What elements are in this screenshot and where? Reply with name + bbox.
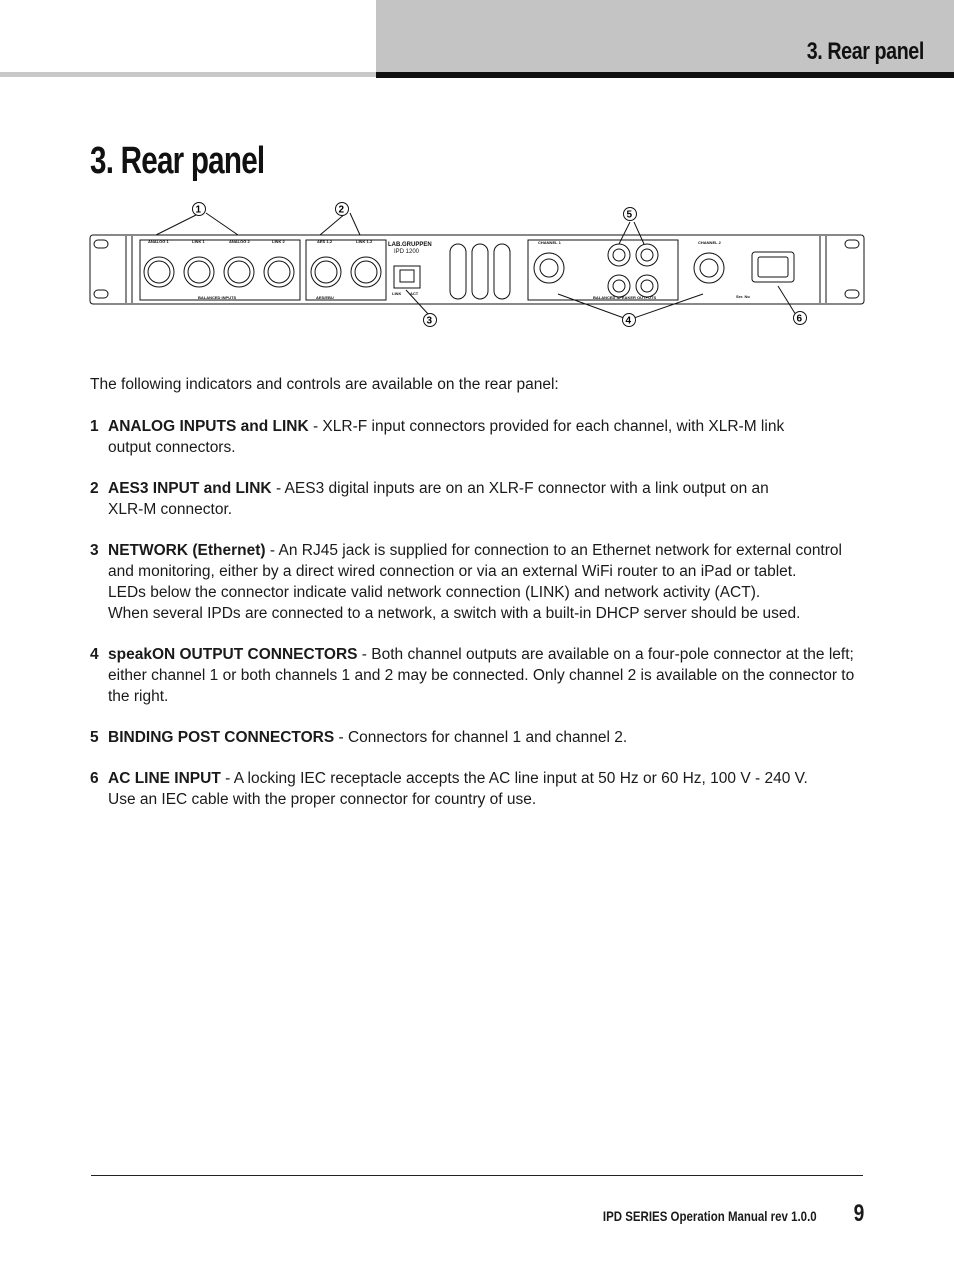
intro-paragraph: The following indicators and controls are available on the rear panel: bbox=[90, 376, 559, 393]
item-term: speakON OUTPUT CONNECTORS bbox=[108, 646, 358, 663]
binding-post bbox=[636, 275, 658, 297]
header-tab-rule bbox=[376, 72, 954, 78]
callout-5: 5 bbox=[626, 209, 633, 221]
panel-label-balanced-inputs: BALANCED INPUTS bbox=[198, 295, 237, 300]
list-item bbox=[90, 644, 860, 707]
page-number: 9 bbox=[853, 1200, 864, 1227]
item-number: 5 bbox=[90, 729, 99, 746]
header-left-rule bbox=[0, 72, 376, 77]
panel-label-balanced-outputs: BALANCED SPEAKER OUTPUTS bbox=[593, 295, 657, 300]
binding-post bbox=[636, 244, 658, 266]
speaker-output-section bbox=[528, 240, 678, 300]
item-text: XLR-M connector. bbox=[108, 501, 233, 518]
item-text: - AES3 digital inputs are on an XLR-F connector with a link output on an bbox=[271, 480, 769, 497]
panel-label-channel2: CHANNEL 2 bbox=[698, 240, 721, 245]
item-term: NETWORK (Ethernet) bbox=[108, 542, 266, 559]
rack-hole bbox=[845, 240, 859, 248]
rack-hole bbox=[845, 290, 859, 298]
item-text: - Both channel outputs are available on a four-pole connector at the left; bbox=[357, 646, 854, 663]
panel-label-link: LINK bbox=[392, 291, 402, 296]
header-section-title: 3. Rear panel bbox=[806, 38, 924, 65]
callout-2: 2 bbox=[338, 204, 345, 216]
callout-1: 1 bbox=[195, 204, 202, 216]
analog-section bbox=[140, 240, 300, 300]
panel-label-link2: LINK 2 bbox=[272, 239, 285, 244]
item-term: AES3 INPUT and LINK bbox=[108, 480, 272, 497]
item-text: - An RJ45 jack is supplied for connection to an Ethernet network for external control bbox=[265, 542, 842, 559]
callout-6: 6 bbox=[796, 313, 803, 325]
speakon-connector bbox=[694, 253, 724, 283]
speakon-connector bbox=[534, 253, 564, 283]
panel-label-link12: LINK 1-2 bbox=[356, 239, 373, 244]
binding-post bbox=[608, 275, 630, 297]
rear-panel-figure bbox=[88, 198, 866, 332]
item-text: and monitoring, either by a direct wired connection or via an external WiFi router to an iPad or tablet. bbox=[108, 563, 797, 580]
item-term: AC LINE INPUT bbox=[108, 770, 221, 787]
panel-label-link1: LINK 1 bbox=[192, 239, 205, 244]
item-text: the right. bbox=[108, 688, 169, 705]
item-text: - Connectors for channel 1 and channel 2. bbox=[334, 729, 628, 746]
panel-label-analog2: ANALOG 2 bbox=[229, 239, 250, 244]
vent-slot bbox=[450, 244, 466, 299]
item-text: LEDs below the connector indicate valid network connection (LINK) and network activity (ACT). bbox=[108, 584, 761, 601]
binding-post bbox=[608, 244, 630, 266]
item-number: 4 bbox=[90, 646, 99, 663]
list-item bbox=[90, 416, 860, 458]
rack-hole bbox=[94, 290, 108, 298]
item-text: - XLR-F input connectors provided for each channel, with XLR-M link bbox=[308, 418, 785, 435]
rack-hole bbox=[94, 240, 108, 248]
vent-slot bbox=[472, 244, 488, 299]
panel-label-ser-no: Ser. No bbox=[736, 294, 750, 299]
item-number: 2 bbox=[90, 480, 99, 497]
page-title: 3. Rear panel bbox=[90, 140, 265, 182]
aes-section bbox=[306, 240, 386, 300]
item-text: Use an IEC cable with the proper connector for country of use. bbox=[108, 791, 537, 808]
panel-label-act: ACT bbox=[410, 291, 419, 296]
item-number: 6 bbox=[90, 770, 99, 787]
panel-label-analog1: ANALOG 1 bbox=[148, 239, 169, 244]
list-item bbox=[90, 727, 860, 748]
callout-3: 3 bbox=[426, 315, 433, 327]
item-text: output connectors. bbox=[108, 439, 236, 456]
panel-label-aes12: AES 1-2 bbox=[317, 239, 333, 244]
list-item bbox=[90, 768, 860, 810]
vent-slot bbox=[494, 244, 510, 299]
list-item bbox=[90, 478, 860, 520]
rj45-jack bbox=[394, 266, 420, 288]
callout-4: 4 bbox=[625, 315, 632, 327]
item-text: either channel 1 or both channels 1 and 2 may be connected. Only channel 2 is available on the connector to bbox=[108, 667, 855, 684]
item-number: 1 bbox=[90, 418, 99, 435]
feature-list bbox=[90, 416, 860, 830]
panel-brand: LAB.GRUPPEN bbox=[388, 242, 432, 248]
item-text: When several IPDs are connected to a network, a switch with a built-in DHCP server should be used. bbox=[108, 605, 801, 622]
panel-model: IPD 1200 bbox=[394, 249, 420, 255]
item-term: BINDING POST CONNECTORS bbox=[108, 729, 335, 746]
footer-manual-title: IPD SERIES Operation Manual rev 1.0.0 bbox=[603, 1208, 817, 1224]
panel-label-channel1: CHANNEL 1 bbox=[538, 240, 561, 245]
footer-rule bbox=[91, 1175, 863, 1176]
item-number: 3 bbox=[90, 542, 99, 559]
item-text: - A locking IEC receptacle accepts the AC line input at 50 Hz or 60 Hz, 100 V - 240 V. bbox=[220, 770, 808, 787]
item-term: ANALOG INPUTS and LINK bbox=[108, 418, 309, 435]
list-item bbox=[90, 540, 860, 624]
panel-label-aes-ebu: AES/EBU bbox=[316, 295, 334, 300]
